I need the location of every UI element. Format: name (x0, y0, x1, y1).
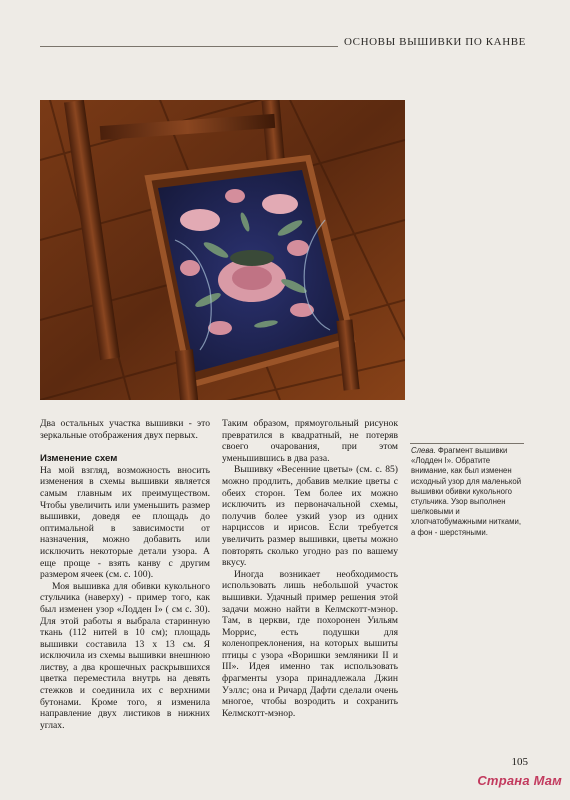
paragraph: Вышивку «Весенние цветы» (см. с. 85) можно продлить, добавив мелкие цветы с обеих сторон. Тем более их можно исключить из первоначальной схемы, получив более узкий узор из одних нарциссов и ирисов. Если требуется увеличить размер вышивки, цветы можно повторять сколько угодно раз по вашему вкусу. (222, 464, 398, 569)
watermark-part-2: Мам (533, 773, 562, 788)
caption-rule (410, 443, 524, 444)
section-header: ОСНОВЫ ВЫШИВКИ ПО КАНВЕ (338, 36, 526, 48)
paragraph: Моя вышивка для обивки кукольного стульчика (наверху) - пример того, как был изменен узор «Лодден I» ( см с. 30). Для этой работы я выбрала старинную ткань (112 нитей в 10 см); площадь вышивки составила 13 х 13 см. Я исключила из схемы вышивки внешнюю листву, а два крошечных раскрывшихся цветка переместила внутрь на девять стежков и соединила их с верхними бутонами. Кроме того, я изменила направление двух листиков в нижних углах. (40, 580, 210, 731)
caption-lead: Слева. (411, 446, 436, 455)
photo-illustration (40, 100, 405, 400)
page-number: 105 (511, 756, 528, 768)
section-subheading: Изменение схем (40, 453, 118, 465)
paragraph: Два остальных участка вышивки - это зеркальные отображения двух первых. (40, 418, 210, 441)
text-column-left (40, 418, 210, 731)
paragraph: На мой взгляд, возможность вносить изменения в схемы вышивки является самым главным их преимуществом. Чтобы увеличить или уменьшить размер вышивки, доведя ее площадь до оптимальной в зависимости от назначения, можно добавить или исключить некоторые детали узора. А еще проще - взять канву с другим размером ячеек (см. с. 100). (40, 464, 210, 581)
caption-text: Фрагмент вышивки «Лодден I». Обратите внимание, как был изменен исходный узор для маленькой вышивки обивки кукольного стульчика. Узор выполнен шелковыми и хлопчатобумажными нитками, а фон - шерстяными. (411, 446, 522, 537)
paragraph: Таким образом, прямоугольный рисунок превратился в квадратный, не потеряв своего очарования, при этом уменьшившись в два раза. (222, 418, 398, 464)
embroidered-chair-photo (40, 100, 405, 400)
paragraph: Иногда возникает необходимость использовать лишь небольшой участок вышивки. Удачный пример решения этой задачи можно найти в Келмскотт-мэнор. Там, в церкви, где похоронен Уильям Моррис, есть подушки для коленопреклонения, на которых вышиты птицы с узора «Воришки земляники II и III». Идея именно так использовать фрагменты узора принадлежала Джин Уэллс; она и Ричард Дафти сделали очень многое, чтобы возродить и сохранить Келмскотт-мэнор. (222, 568, 398, 719)
photo-caption (411, 446, 525, 538)
site-watermark (477, 773, 562, 788)
text-column-middle (222, 418, 398, 719)
watermark-part-1: Страна (477, 773, 530, 788)
